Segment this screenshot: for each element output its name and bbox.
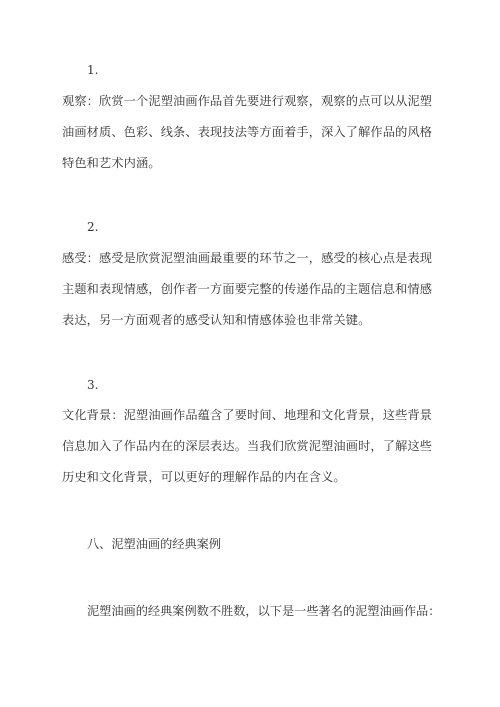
section-paragraph-1: 观察：欣赏一个泥塑油画作品首先要进行观察，观察的点可以从泥塑油画材质、色彩、线条、表现技法等方面着手，深入了解作品的风格特色和艺术内涵。 [62, 94, 433, 170]
intro-paragraph: 泥塑油画的经典案例数不胜数，以下是一些著名的泥塑油画作品： [87, 604, 441, 618]
section-paragraph-2: 感受：感受是欣赏泥塑油画最重要的环节之一，感受的核心点是表现主题和表现情感，创作者一方面要完整的传递作品的主题信息和情感表达，另一方面观者的感受认知和情感体验也非常关键。 [62, 251, 433, 327]
section-number-1: 1. [87, 63, 99, 77]
section-heading: 八、泥塑油画的经典案例 [87, 537, 222, 551]
section-number-2: 2. [87, 220, 99, 234]
section-paragraph-3: 文化背景：泥塑油画作品蕴含了要时间、地理和文化背景，这些背景信息加入了作品内在的深层表达。当我们欣赏泥塑油画时，了解这些历史和文化背景，可以更好的理解作品的内在含义。 [62, 408, 433, 484]
section-number-3: 3. [87, 378, 99, 392]
